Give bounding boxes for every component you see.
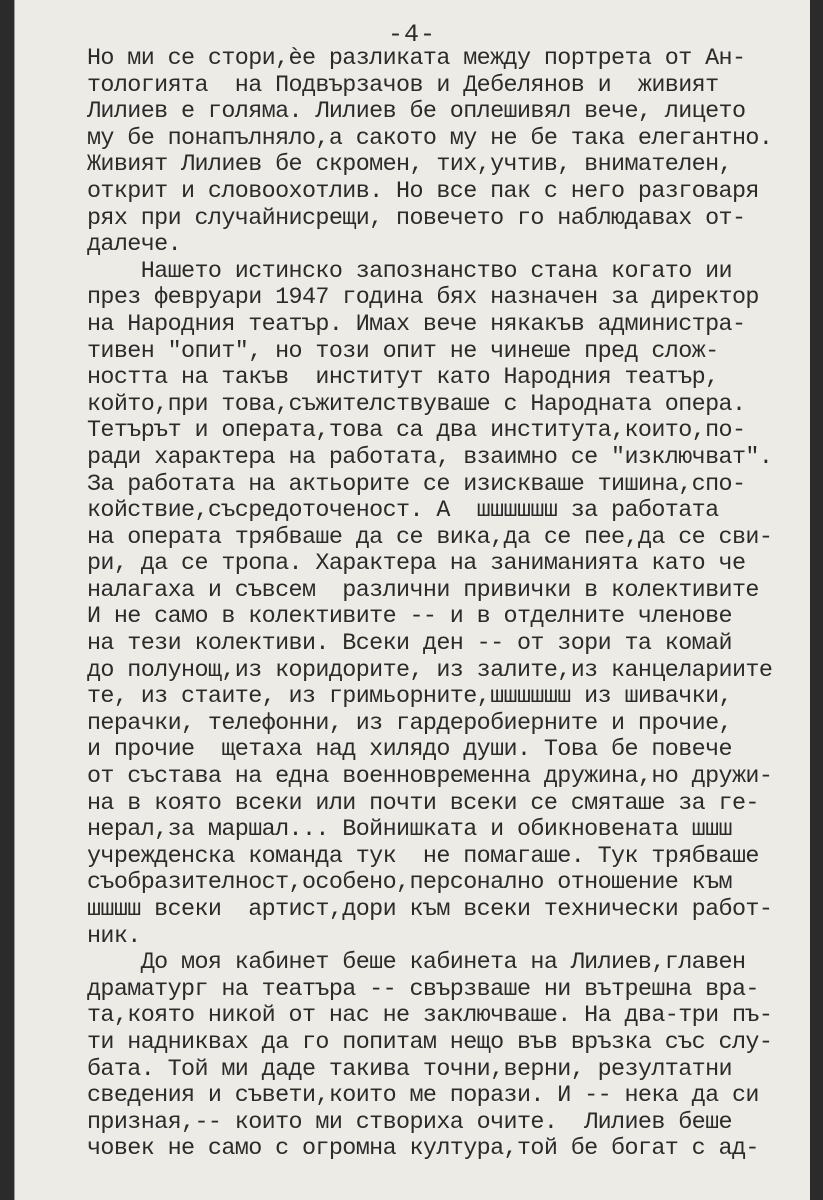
text-line: през февруари 1947 година бях назначен за директор <box>87 285 759 312</box>
text-line: призная,-- които ми створиха очите. Лилиев беше <box>87 1109 732 1136</box>
text-line: шшшш всеки артист,дори към всеки технически работ- <box>87 897 773 923</box>
text-line: бата. Той ми даде такива точни,верни, резултатни <box>87 1056 732 1083</box>
document-page <box>14 0 810 1200</box>
text-line: до полунощ,из коридорите, из залите,из канцелариите <box>87 657 773 684</box>
text-line: Но ми се стори,ѐе разликата между портрета от Ан- <box>87 46 746 72</box>
text-line: учрежденска команда тук не помагаше. Тук трябваше <box>87 843 759 870</box>
text-line: ри, да се тропа. Характера на заниманията като че <box>87 551 746 578</box>
text-line: съобразителност,особено,персонално отношение към <box>87 870 732 897</box>
text-line: Лилиев е голяма. Лилиев бе оплешивял вече, лицето <box>87 99 746 126</box>
text-line: перачки, телефонни, из гардеробиерните и прочие, <box>87 710 732 737</box>
text-line: рях при случайнисрещи, повечето го наблюдавах от- <box>87 205 746 232</box>
text-line: му бе понапълняло,а сакото му не бе така елегантно. <box>87 125 773 152</box>
text-line: на тези колективи. Всеки ден -- от зори та комай <box>87 631 732 658</box>
text-line: открит и словоохотлив. Но все пак с него разговаря <box>87 178 759 205</box>
text-line: на операта трябваше да се вика,да се пее,да се сви- <box>87 524 773 551</box>
text-line: далече. <box>87 232 182 259</box>
text-line: и прочие щетаха над хилядо души. Това бе повече <box>87 737 732 764</box>
text-line: на в която всеки или почти всеки се смяташе за ге- <box>87 790 759 817</box>
text-line: тологията на Подвързачов и Дебелянов и живият <box>87 72 719 99</box>
text-line: нерал,за маршал... Войнишката и обикновената шшш <box>87 817 732 844</box>
text-line: от състава на една военновременна дружина,но дружи- <box>87 764 773 791</box>
text-line: те, из стаите, из гримьорните,шшшшшш из шивачки, <box>87 684 732 711</box>
text-line: драматург на театъра -- свързваше ни вътрешна вра- <box>87 976 759 1003</box>
text-line: човек не само с огромна култура,той бе богат с ад- <box>87 1136 759 1163</box>
text-line: Живият Лилиев бе скромен, тих,учтив, внимателен, <box>87 152 732 179</box>
page-edge <box>14 0 15 1200</box>
text-line: на Народния театър. Имах вече някакъв администра- <box>87 311 746 338</box>
text-line: ти надниквах да го попитам нещо във връзка със слу- <box>87 1029 773 1056</box>
text-line: ради характера на работата, взаимно се "изключват". <box>87 444 773 471</box>
text-line: та,която никой от нас не заключваше. На два-три пъ- <box>87 1003 773 1030</box>
text-line: Тетърът и операта,това са два института,които,по- <box>87 418 746 445</box>
text-line: тивен "опит", но този опит не чинеше пред слож- <box>87 338 719 365</box>
text-line: За работата на актьорите се изискваше тишина,спо- <box>87 471 746 498</box>
text-line: ността на такъв институт като Народния театър, <box>87 365 719 392</box>
text-line: Нашето истинско запознанство стана когато ии <box>87 258 732 285</box>
text-line: До моя кабинет беше кабинета на Лилиев,главен <box>87 950 746 977</box>
text-line: ник. <box>87 923 141 950</box>
text-line: налагаха и съвсем различни привички в колективите <box>87 577 759 604</box>
text-line: сведения и съвети,които ме порази. И -- нека да си <box>87 1083 759 1110</box>
text-line: койствие,съсредоточеност. А шшшшшш за работата <box>87 498 719 525</box>
text-line: И не само в колективите -- и в отделните членове <box>87 604 732 631</box>
text-line: който,при това,съжителствуваше с Народната опера. <box>87 391 746 418</box>
page-number: -4- <box>387 20 436 49</box>
typewritten-text <box>87 46 809 1163</box>
